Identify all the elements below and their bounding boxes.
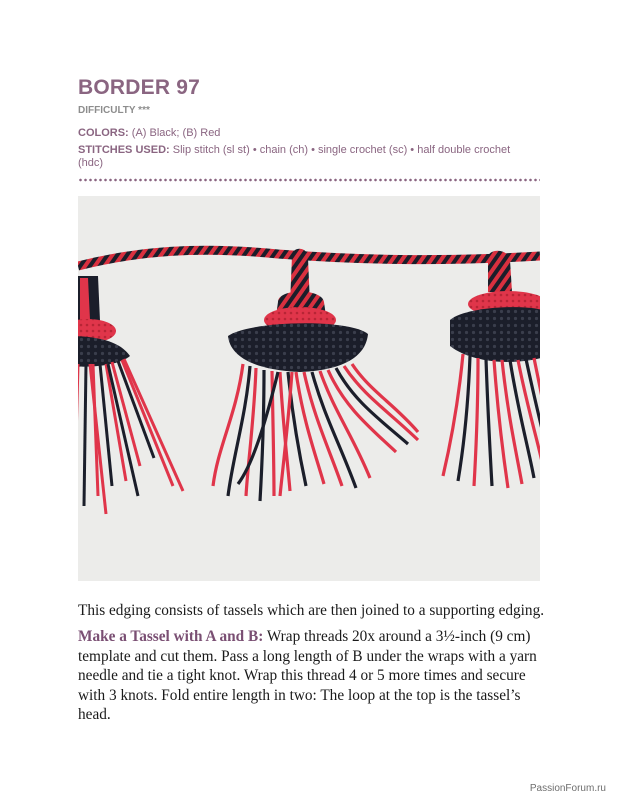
tassel-border-photo [78,196,540,581]
watermark: PassionForum.ru [529,783,606,794]
step-heading: Make a Tassel with A and B: [78,628,264,645]
colors-value: (A) Black; (B) Red [131,127,221,139]
stitches-value: Slip stitch (sl st) • chain (ch) • single crochet (sc) • half double crochet (hdc) [78,144,511,169]
colors-line [78,127,538,140]
intro-paragraph: This edging consists of tassels which are then joined to a supporting edging. [78,602,545,619]
tassel-illustration [78,196,540,581]
step-text: Wrap threads 20x around a 3½-inch (9 cm) template and cut them. Pass a long length of B under the wraps with a yarn needle and tie a tight knot. Wrap this thread 4 or 5 more times and secure with 3 knots. Fold entire length in two: The loop at the top is the tassel’s head. [78,628,537,723]
pattern-title: BORDER 97 [78,76,200,99]
stitches-label: STITCHES USED: [78,144,170,156]
difficulty-rating: DIFFICULTY *** [78,105,150,116]
dotted-divider [78,178,540,182]
colors-label: COLORS: [78,127,129,139]
stitches-line [78,144,538,170]
tassel-instructions [78,627,548,725]
